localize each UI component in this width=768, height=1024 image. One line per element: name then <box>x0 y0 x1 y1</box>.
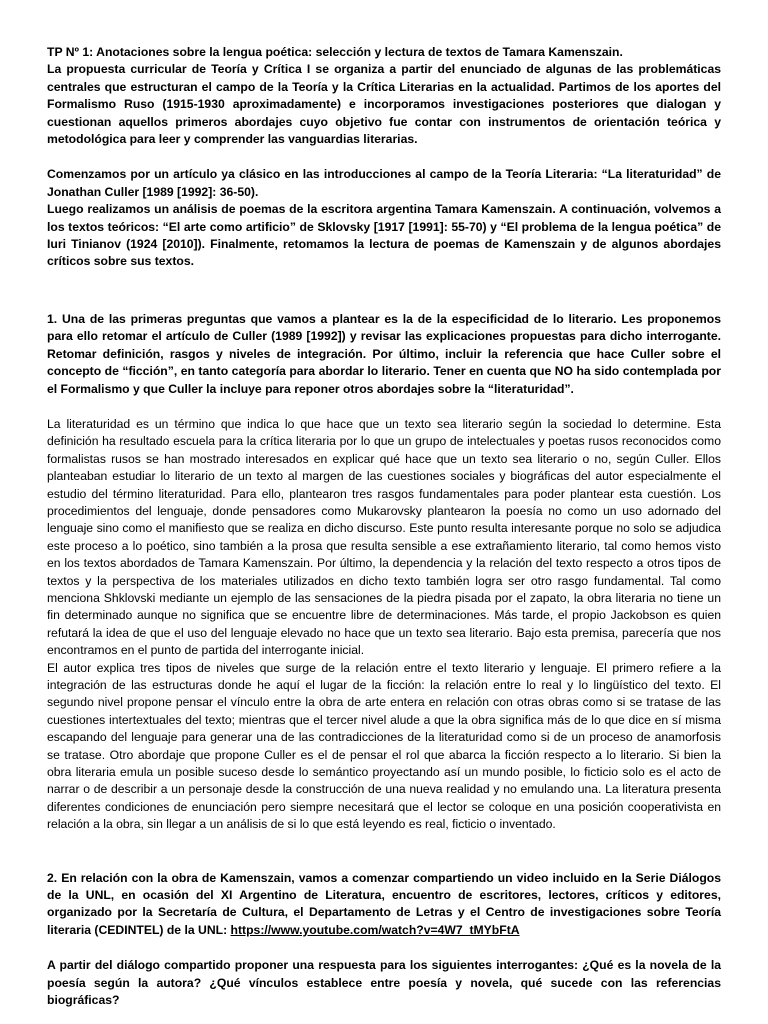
question-2-followup: A partir del diálogo compartido proponer una respuesta para los siguientes interrogantes: ¿Qué es la novela de la poesía según la autora? ¿Qué vínculos establece entre poesía y novela, qué sucede con las referencias biográficas? <box>47 958 721 1008</box>
answer-1-paragraph-1: La literaturidad es un término que indica lo que hace que un texto sea literario según la sociedad lo determine. Esta definición ha resultado escuela para la crítica literaria por lo que un grupo de intelectuales y poetas rusos reconocidos como formalistas rusos se han mostrado interesados en explicar qué hace que un texto sea literario o no, según Culler. Ellos planteaban estudiar lo literario de un texto al margen de las cuestiones sociales y biográficas del autor especialmente el estudio del término literaturidad. Para ello, plantearon tres rasgos fundamentales para poder plantear esta cuestión. Los procedimientos del lenguaje, donde pensadores como Mukarovsky plantearon la poesía no como un uso adornado del lenguaje sino como el manifiesto que se realiza en dicho discurso. Este punto resulta interesante porque no solo se adjudica este proceso a lo poético, sino también a la prosa que resulta sensible a ese extrañamiento literario, tal como hemos visto en los textos abordados de Tamara Kamenszain. Por último, la dependencia y la relación del texto respecto a otros tipos de textos y la perspectiva de los materiales utilizados en dicho texto también logra ser otro rasgo fundamental. Tal como menciona Shklovski mediante un ejemplo de las sensaciones de la piedra pisada por el zapato, la obra literaria no tiene un fin determinado aunque no significa que se encuentre libre de determinaciones. Más tarde, el propio Jackobson es quien refutará la idea de que el uso del lenguaje elevado no hace que un texto sea literario. Bajo esta premisa, parecería que nos encontramos en el punto de partida del interrogante inicial. <box>47 416 721 658</box>
question-1-prompt: 1. Una de las primeras preguntas que vamos a plantear es la de la especificidad de lo literario. Les proponemos para ello retomar el artículo de Culler (1989 [1992]) y revisar las explicaciones propuestas para dicho interrogante. Retomar definición, rasgos y niveles de integración. Por último, incluir la referencia que hace Culler sobre el concepto de “ficción”, en tanto categoría para abordar lo literario. Tener en cuenta que NO ha sido contemplada por el Formalismo y que Culler la incluye para reponer otros abordajes sobre la “literaturidad”. <box>47 311 721 396</box>
question-2-text: 2. En relación con la obra de Kamenszain, vamos a comenzar compartiendo un video incluido en la Serie Diálogos de la UNL, en ocasión del XI Argentino de Literatura, encuentro de escritores, lectores, críticos y editores, organizado por la Secretaría de Cultura, el Departamento de Letras y el Centro de investigaciones sobre Teoría literaria (CEDINTEL) de la UNL: <box>47 870 721 937</box>
intro-paragraph: La propuesta curricular de Teoría y Crítica I se organiza a partir del enunciado de algunas de las problemáticas centrales que estructuran el campo de la Teoría y la Crítica Literarias en la actualidad. Partimos de los aportes del Formalismo Ruso (1915-1930 aproximadamente) e incorporamos investigaciones posteriores que dialogan y cuestionan aquellos primeros abordajes cuyo objetivo fue contar con instrumentos de orientación teórica y metodológica para leer y comprender las vanguardias literarias. <box>47 62 721 147</box>
answer-1-paragraph-2: El autor explica tres tipos de niveles que surge de la relación entre el texto literario y lenguaje. El primero refiere a la integración de las estructuras donde he aquí el lugar de la ficción: la relación entre lo real y lo lingüístico del texto. El segundo nivel propone pensar el vínculo entre la obra de arte entera en relación con otras obras como si se tratase de las cuestiones intertextuales del texto; mientras que el tercer nivel alude a que la obra significa más de lo que dice en sí misma escapando del lenguaje para generar una de las contradicciones de la literaturidad como si de un proceso de anamorfosis se tratase. Otro abordaje que propone Culler es el de pensar el rol que abarca la ficción respecto a lo literario. Si bien la obra literaria emula un posible suceso desde lo semántico proyectando así un mundo posible, lo ficticio solo es el acto de narrar o de describir a un personaje desde la construcción de una nueva realidad y no emulando una. La literatura presenta diferentes condiciones de enunciación pero siempre necesitará que el lector se coloque en una posición cooperativista en relación a la obra, sin llegar a un análisis de si lo que está leyendo es real, ficticio o inventado. <box>47 660 721 832</box>
document-title: TP Nº 1: Anotaciones sobre la lengua poética: selección y lectura de textos de Tamara Kamenszain. <box>47 45 623 59</box>
youtube-video-link[interactable]: https://www.youtube.com/watch?v=4W7_tMYbFtA <box>230 922 520 937</box>
question-2-prompt <box>47 870 721 940</box>
plan-paragraph-2: Luego realizamos un análisis de poemas de la escritora argentina Tamara Kamenszain. A continuación, volvemos a los textos teóricos: “El arte como artificio” de Sklovsky [1917 [1991]: 55-70) y “El problema de la lengua poética” de Iuri Tinianov (1924 [2010]). Finalmente, retomamos la lectura de poemas de Kamenszain y de algunos abordajes críticos sobre sus textos. <box>47 202 721 269</box>
plan-paragraph-1: Comenzamos por un artículo ya clásico en las introducciones al campo de la Teoría Literaria: “La literaturidad” de Jonathan Culler [1989 [1992]: 36-50). <box>47 167 721 199</box>
